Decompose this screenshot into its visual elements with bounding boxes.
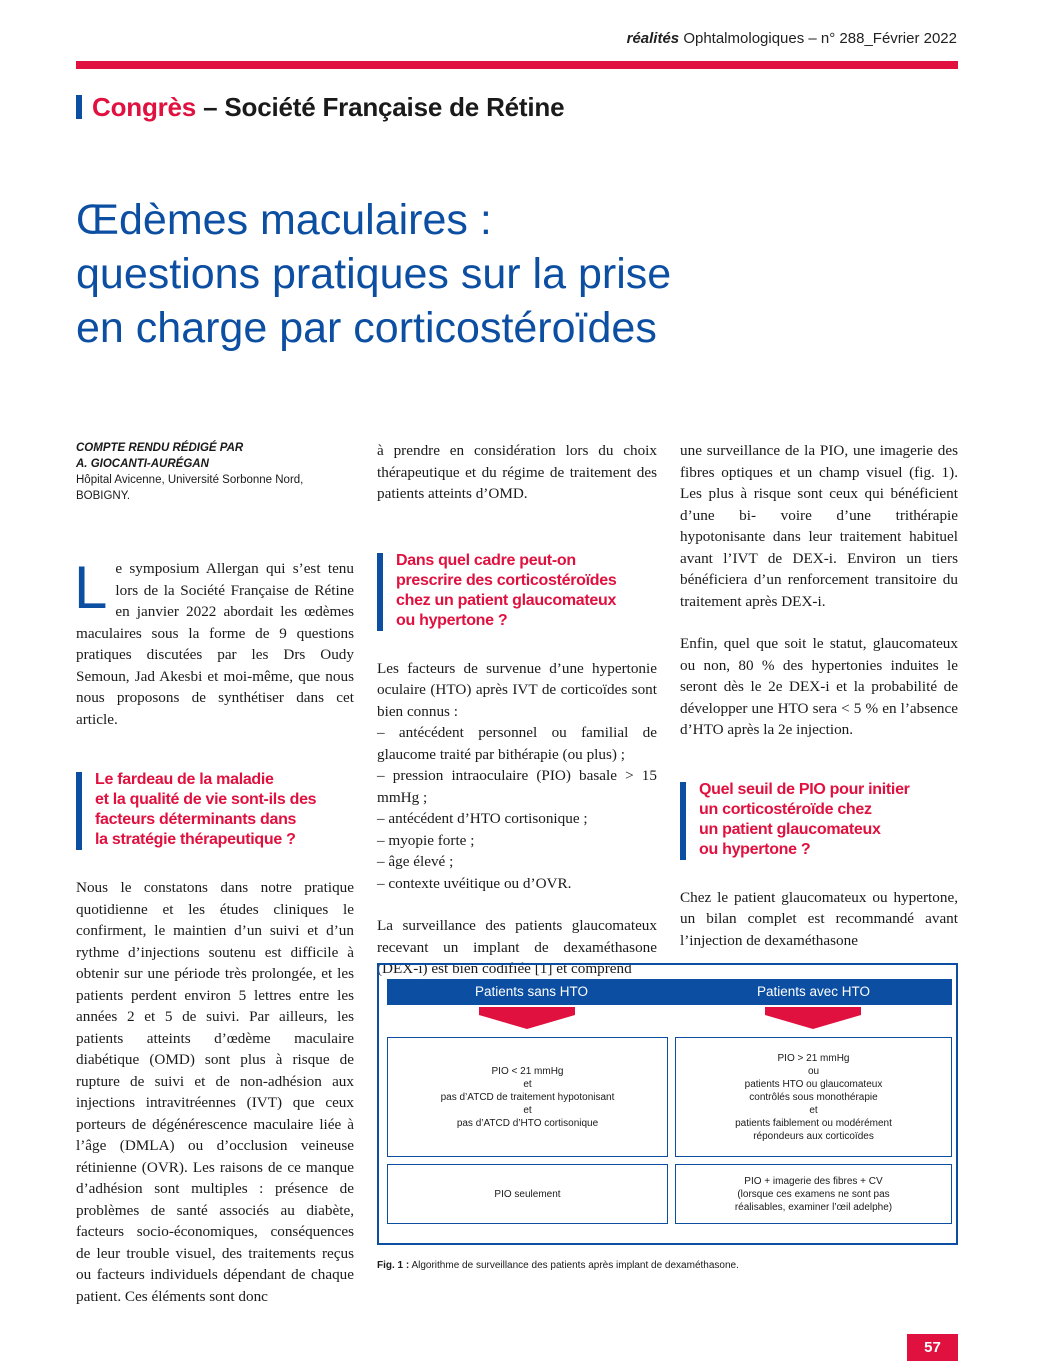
paragraph: La surveillance des patients glaucomateux recevant un implant de dexaméthasone (DEX-i) est bien codifiée [1] et comprend bbox=[377, 917, 657, 977]
subheading-iop-threshold bbox=[680, 780, 958, 860]
paragraph: une surveillance de la PIO, une imagerie des fibres optiques et un champ visuel (fig. 1). Les plus à risque sont ceux qui bénéficient d’une bi- voire d’une trithérapie hypotonisante dans leur traitement habituel avant l’IVT de DEX-i. Environ un tiers bénéficiera d’un renforcement transitoire du traitement après DEX-i. bbox=[680, 442, 958, 610]
subheading-line: chez un patient glaucomateux bbox=[396, 591, 617, 609]
paragraph: Chez le patient glaucomateux ou hypertone, un bilan complet est recommandé avant l’injection de dexaméthasone bbox=[680, 888, 958, 949]
subheading-line: prescrire des corticostéroïdes bbox=[396, 571, 617, 589]
list-item: – myopie forte ; bbox=[377, 831, 475, 849]
subheading-line: ou hypertone ? bbox=[699, 840, 811, 858]
criteria-line: pas d’ATCD d’HTO cortisonique bbox=[456, 1117, 599, 1129]
article-title-line: Œdèmes maculaires : bbox=[76, 196, 492, 244]
intro-text: e symposium Allergan qui s’est tenu lors de la Société Française de Rétine en janvier 2022 abordait les œdèmes maculaires sous la forme de 9 questions pratiques discutées par les Drs Oudy Semoun, Jad Akesbi et moi-même, que nous nous proposons de synthétiser dans cet article. bbox=[76, 560, 354, 728]
criteria-line: et bbox=[523, 1078, 532, 1090]
list-item: – pression intraoculaire (PIO) basale > 15 mmHg ; bbox=[377, 767, 657, 806]
paragraph: Nous le constatons dans notre pratique quotidienne et les études cliniques le confirment, le maintien d’un suivi et d’un rythme d’injections soutenu est difficile à obtenir sur une période très prolongée, et les patients perdent environ 5 lettres entre les années 2 et 5 de suivi. Par ailleurs, les patients atteints d’œdème maculaire diabétique (OMD) sont plus à risque de rupture de suivi et de non-adhésion aux injections intravitréennes (IVT) que ceux porteurs de dégénérescence maculaire liée à l’âge (DMLA) ou d’occlusion veineuse rétinienne (OVR). Les raisons de ce manque d’adhésion sont multiples : présence de problèmes de santé associés au diabète, facteurs socio-économiques, conséquences de leur trouble visuel, des traitements reçus ou facteurs individuels dépendant de chaque patient. Ces éléments sont donc bbox=[76, 879, 354, 1305]
subheading-burden bbox=[76, 770, 354, 850]
down-arrow-icon bbox=[479, 1007, 575, 1029]
risk-factors-block bbox=[377, 658, 657, 980]
subheading-line: la stratégie thérapeutique ? bbox=[95, 831, 296, 848]
criteria-line: pas d’ATCD de traitement hypotonisant bbox=[440, 1091, 615, 1103]
column-1 bbox=[76, 440, 354, 1307]
page-number: 57 bbox=[907, 1334, 958, 1361]
subheading-line: un corticostéroïde chez bbox=[699, 800, 872, 818]
list-item: – antécédent personnel ou familial de glaucome traité par bithérapie (ou plus) ; bbox=[377, 724, 657, 763]
column-3 bbox=[680, 440, 958, 951]
figure-caption bbox=[377, 1259, 958, 1272]
section-label bbox=[76, 92, 564, 123]
journal-issue: Ophtalmologiques – n° 288_Février 2022 bbox=[679, 30, 957, 47]
paragraph: Enfin, quel que soit le statut, glaucomateux ou non, 80 % des hypertonies induites le seront dès le 2e DEX-i et la probabilité de développer une HTO sera < 5 % en l’absence d’HTO après la 2e injection. bbox=[680, 635, 958, 738]
criteria-with-hto bbox=[675, 1037, 952, 1157]
header-rule bbox=[76, 61, 958, 69]
list-item: – antécédent d’HTO cortisonique ; bbox=[377, 810, 588, 827]
monitoring-line: réalisables, examiner l’œil adelphe) bbox=[734, 1201, 893, 1213]
burden-paragraph-continued bbox=[377, 440, 657, 505]
subheading-glaucoma-prescription bbox=[377, 551, 657, 631]
column-2 bbox=[377, 440, 657, 980]
criteria-line: PIO > 21 mmHg bbox=[777, 1052, 850, 1064]
intro-paragraph bbox=[74, 554, 354, 730]
subheading-line: facteurs déterminants dans bbox=[95, 811, 297, 828]
criteria-line: ou bbox=[807, 1065, 820, 1077]
figure-caption-label: Fig. 1 : bbox=[377, 1260, 410, 1271]
monitoring-with-hto bbox=[675, 1164, 952, 1224]
section-label-rest: – Société Française de Rétine bbox=[196, 92, 565, 122]
paragraph: à prendre en considération lors du choix thérapeutique et du régime de traitement des patients atteints d’OMD. bbox=[377, 442, 657, 502]
subheading-line: Le fardeau de la maladie bbox=[95, 771, 274, 788]
paragraph: Les facteurs de survenue d’une hypertonie oculaire (HTO) après IVT de corticoïdes sont bien connus : bbox=[377, 659, 657, 720]
monitoring-line: PIO seulement bbox=[494, 1188, 561, 1200]
criteria-line: et bbox=[809, 1104, 818, 1116]
subheading-line: ou hypertone ? bbox=[396, 611, 508, 629]
surveillance-block bbox=[680, 440, 958, 741]
criteria-line: PIO < 21 mmHg bbox=[491, 1065, 564, 1077]
dropcap: L bbox=[74, 554, 108, 621]
article-title bbox=[76, 193, 956, 355]
criteria-line: contrôlés sous monothérapie bbox=[749, 1091, 878, 1103]
figure-header-no-hto: Patients sans HTO bbox=[387, 979, 676, 1005]
section-bar bbox=[76, 95, 82, 119]
iop-threshold-paragraph bbox=[680, 887, 958, 952]
article-title-line: questions pratiques sur la prise bbox=[76, 250, 672, 298]
figure-caption-text: Algorithme de surveillance des patients après implant de dexaméthasone. bbox=[409, 1260, 739, 1271]
list-item: – contexte uvéitique ou d’OVR. bbox=[377, 874, 572, 892]
journal-brand: réalités bbox=[626, 30, 680, 47]
byline-label: COMPTE RENDU RÉDIGÉ PAR bbox=[76, 442, 244, 454]
criteria-line: répondeurs aux corticoïdes bbox=[753, 1130, 874, 1142]
subheading-line: Quel seuil de PIO pour initier bbox=[699, 780, 910, 798]
criteria-no-hto bbox=[387, 1037, 668, 1157]
burden-paragraph bbox=[76, 877, 354, 1307]
journal-header bbox=[627, 30, 957, 47]
subheading-line: Dans quel cadre peut-on bbox=[396, 551, 576, 569]
subheading-line: et la qualité de vie sont-ils des bbox=[95, 791, 317, 808]
down-arrow-icon bbox=[765, 1007, 861, 1029]
monitoring-line: PIO + imagerie des fibres + CV bbox=[744, 1175, 883, 1187]
monitoring-line: (lorsque ces examens ne sont pas bbox=[737, 1188, 890, 1200]
byline-author: A. GIOCANTI-AURÉGAN bbox=[76, 458, 209, 470]
byline-affiliation: Hôpital Avicenne, Université Sorbonne Nord, BOBIGNY. bbox=[76, 474, 304, 502]
figure-header-with-hto: Patients avec HTO bbox=[675, 979, 952, 1005]
article-title-line: en charge par corticostéroïdes bbox=[76, 304, 657, 352]
section-label-red: Congrès bbox=[92, 92, 197, 122]
monitoring-no-hto bbox=[387, 1164, 668, 1224]
criteria-line: et bbox=[523, 1104, 532, 1116]
subheading-line: un patient glaucomateux bbox=[699, 820, 881, 838]
criteria-line: patients faiblement ou modérément bbox=[735, 1117, 892, 1129]
criteria-line: patients HTO ou glaucomateux bbox=[744, 1078, 883, 1090]
list-item: – âge élevé ; bbox=[377, 853, 454, 870]
figure-algorithm bbox=[377, 963, 958, 1245]
